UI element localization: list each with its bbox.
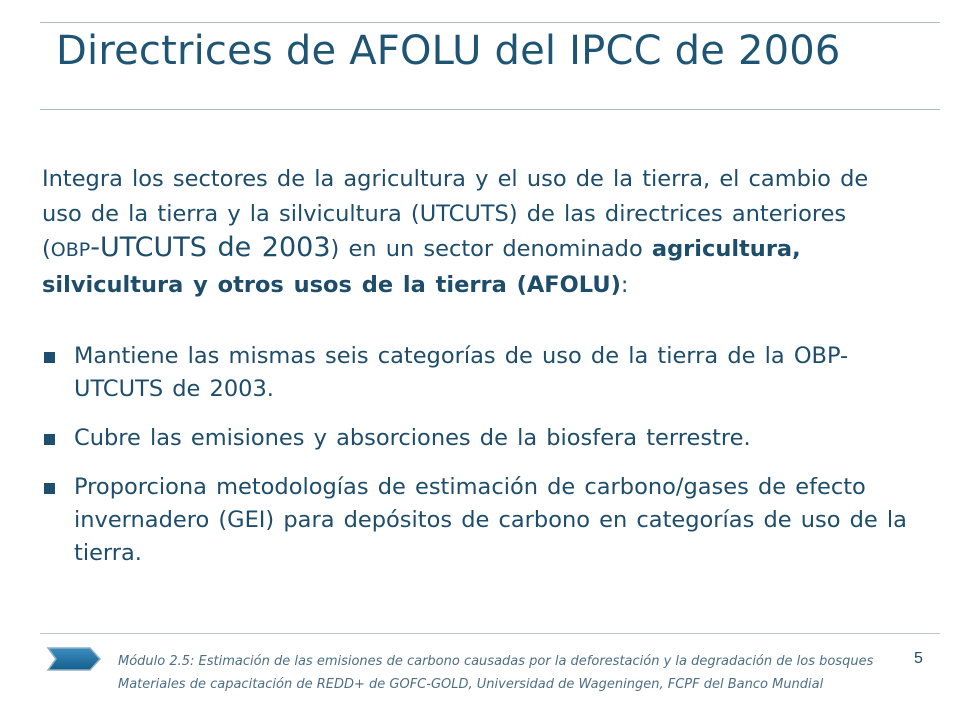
square-bullet-icon: [44, 434, 55, 445]
intro-paragraph: [42, 162, 912, 302]
bullet-list: [42, 340, 922, 586]
footer-divider: [40, 633, 940, 634]
list-item: [42, 471, 922, 570]
page-number: 5: [914, 650, 923, 667]
square-bullet-icon: [44, 352, 55, 363]
intro-obp: OBP: [50, 239, 91, 261]
intro-text-3: :: [620, 271, 629, 298]
slide-title: Directrices de AFOLU del IPCC de 2006: [56, 28, 841, 74]
chevron-arrow-icon: [46, 646, 102, 672]
list-item: [42, 340, 922, 406]
footer-credits-line: Materiales de capacitación de REDD+ de GOFC-GOLD, Universidad de Wageningen, FCPF del Banco Mundial: [118, 677, 824, 692]
bullet-text: Proporciona metodologías de estimación de carbono/gases de efecto invernadero (GEI) para depósitos de carbono en categorías de uso de la tierra.: [74, 474, 907, 566]
intro-bold-term: agricultura, silvicultura y otros usos de la tierra (AFOLU): [42, 236, 801, 298]
bullet-text: Mantiene las mismas seis categorías de uso de la tierra de la OBP-UTCUTS de 2003.: [74, 343, 849, 402]
list-item: [42, 422, 922, 455]
footer-module-line: Módulo 2.5: Estimación de las emisiones de carbono causadas por la deforestación y la degradación de los bosques: [118, 654, 874, 669]
square-bullet-icon: [44, 483, 55, 494]
intro-utcuts-2003: -UTCUTS de 2003: [90, 232, 331, 263]
intro-text-2: ) en un sector denominado: [330, 236, 652, 262]
bullet-text: Cubre las emisiones y absorciones de la biosfera terrestre.: [74, 425, 751, 451]
top-divider: [40, 22, 940, 23]
title-divider: [40, 109, 940, 110]
intro-text-1: Integra los sectores de la agricultura y el uso de la tierra, el cambio de uso de la tierra y la silvicultura (UTCUTS) de las directrices anteriores (: [42, 166, 869, 262]
